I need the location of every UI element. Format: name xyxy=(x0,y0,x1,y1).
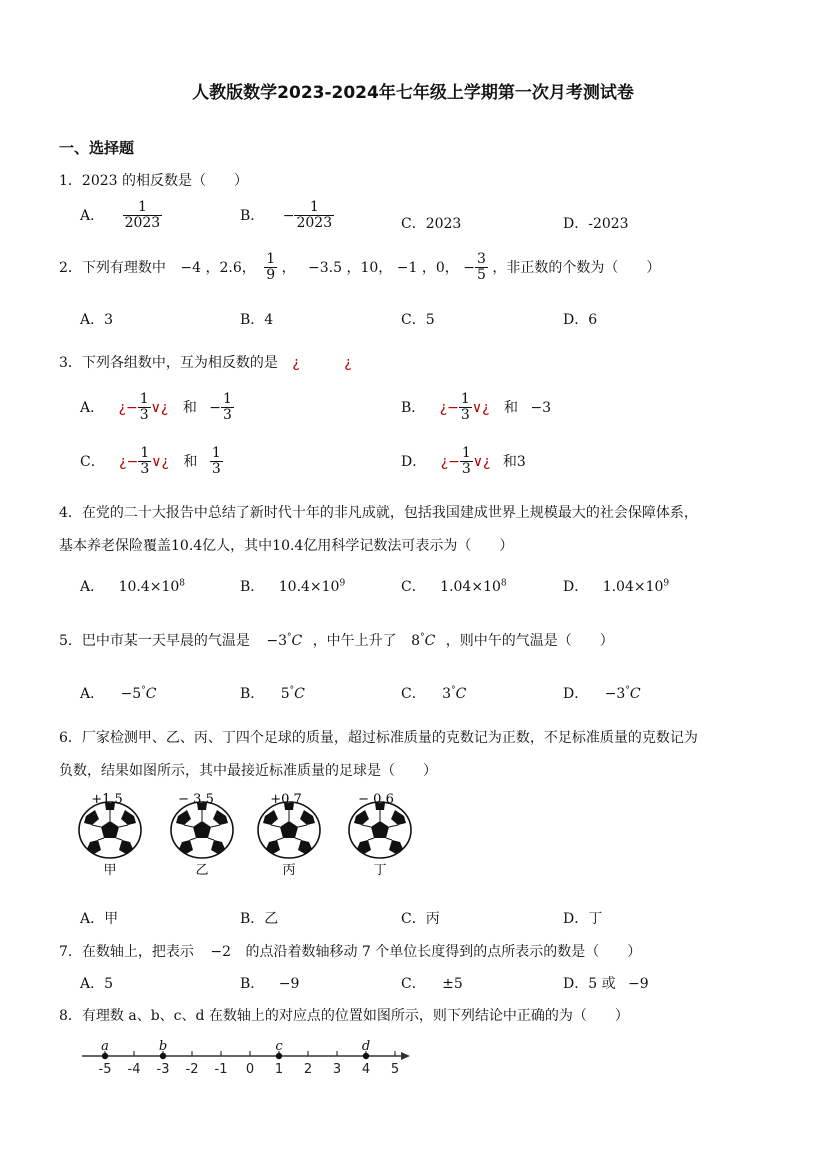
ball-yi-value: − 3.5 xyxy=(178,792,214,807)
q6-line1: 6．厂家检测甲、乙、丙、丁四个足球的质量，超过标准质量的克数记为正数，不足标准质量的克数记为 xyxy=(59,730,698,746)
q3-option-c: C． ¿− $\frac{1}{3}$ ∨¿ 和 $\frac{1}{3}$ xyxy=(80,445,221,478)
number-line-tick-label: 2 xyxy=(303,1062,313,1077)
number-line-arrow-icon xyxy=(401,1052,410,1060)
q4-option-d: D． $1.04\times 10^9$ xyxy=(563,578,670,595)
q1-option-d: D．-2023 xyxy=(563,216,629,232)
ball-jia-value: +1.5 xyxy=(91,792,123,807)
q1-option-a: A． $\frac{1}{2023}$ xyxy=(80,199,161,232)
q5-option-a: A． −5°C xyxy=(80,685,157,702)
number-line-tick-label: -1 xyxy=(214,1062,228,1077)
soccer-balls-figure xyxy=(76,790,416,878)
number-line-point-label-d: d xyxy=(361,1039,371,1054)
number-line-tick-label: -3 xyxy=(156,1062,170,1077)
number-line-tick-label: 3 xyxy=(332,1062,342,1077)
q3-option-a: A． ¿− $\frac{1}{3}$ ∨¿ 和 − $\frac{1}{3}$ xyxy=(80,391,232,424)
q2-option-a: A．3 xyxy=(80,312,114,328)
page-title: 人教版数学2023-2024年七年级上学期第一次月考测试卷 xyxy=(192,83,634,103)
q5-stem: 5．巴中市某一天早晨的气温是 −3°C ，中午上升了 8°C ，则中午的气温是（ ） xyxy=(59,632,614,649)
ball-ding-value: − 0.6 xyxy=(358,792,394,807)
number-line-tick-label: 5 xyxy=(390,1062,400,1077)
q7-stem: 7．在数轴上，把表示 −2 的点沿着数轴移动 7 个单位长度得到的点所表示的数是（ ） xyxy=(59,944,642,960)
q7-option-a: A．5 xyxy=(80,976,114,992)
q2-stem: 2．下列有理数中 −4 ，2.6， $\frac{1}{9}$ ， −3.5 ，10， −1 ，0， − $\frac{3}{5}$ ，非正数的个数为（ ） xyxy=(59,251,661,284)
number-line-point-label-a: a xyxy=(101,1039,109,1054)
q7-option-b: B． −9 xyxy=(240,976,300,992)
number-line-point-label-b: b xyxy=(158,1039,168,1054)
number-line-tick-label: 0 xyxy=(245,1062,255,1077)
number-line-tick-label: -2 xyxy=(185,1062,199,1077)
q6-option-d: D．丁 xyxy=(563,911,603,927)
q1-option-c: C．2023 xyxy=(401,216,462,232)
ball-jia-icon xyxy=(79,802,141,858)
ball-yi-icon xyxy=(171,802,233,858)
number-line-tick-label: -4 xyxy=(127,1062,141,1077)
q4-line1: 4．在党的二十大报告中总结了新时代十年的非凡成就，包括我国建成世界上规模最大的社会保障体系， xyxy=(59,505,698,521)
q5-option-b: B． 5°C xyxy=(240,685,305,702)
q6-option-c: C．丙 xyxy=(401,911,440,927)
q2-option-d: D．6 xyxy=(563,312,598,328)
q7-option-d: D．5 或 −9 xyxy=(563,976,649,992)
ball-ding-icon xyxy=(349,802,411,858)
q6-line2: 负数，结果如图所示，其中最接近标准质量的足球是（ ） xyxy=(59,763,437,779)
q7-option-c: C． ±5 xyxy=(401,976,463,992)
ball-bing-value: +0.7 xyxy=(270,792,302,807)
ball-jia-name: 甲 xyxy=(103,863,117,878)
number-line-tick-label: 1 xyxy=(274,1062,284,1077)
number-line-point-label-c: c xyxy=(275,1039,283,1054)
q3-option-d: D． ¿− $\frac{1}{3}$ ∨¿ 和3 xyxy=(401,445,526,478)
q2-option-c: C．5 xyxy=(401,312,435,328)
ball-ding-name: 丁 xyxy=(373,863,387,878)
q6-option-a: A．甲 xyxy=(80,911,119,927)
q4-line2: 基本养老保险覆盖10.4亿人，其中10.4亿用科学记数法可表示为（ ） xyxy=(59,538,514,554)
ball-yi-name: 乙 xyxy=(195,863,209,878)
ball-bing-icon xyxy=(258,802,320,858)
q5-option-d: D． −3°C xyxy=(563,685,641,702)
q4-option-b: B． $10.4\times 10^9$ xyxy=(240,578,346,595)
q1-option-b: B． − $\frac{1}{2023}$ xyxy=(240,199,333,232)
q3-stem: 3．下列各组数中，互为相反数的是 ¿ ¿ xyxy=(59,355,352,371)
section-heading: 一、选择题 xyxy=(59,139,135,157)
q5-option-c: C． 3°C xyxy=(401,685,467,702)
q6-option-b: B．乙 xyxy=(240,911,279,927)
q8-stem: 8．有理数 a、b、c、d 在数轴上的对应点的位置如图所示，则下列结论中正确的为（ ） xyxy=(59,1008,629,1024)
q3-option-b: B． ¿− $\frac{1}{3}$ ∨¿ 和 −3 xyxy=(401,391,552,424)
q2-option-b: B．4 xyxy=(240,312,274,328)
number-line-figure xyxy=(80,1035,420,1080)
q1-stem: 1．2023 的相反数是（ ） xyxy=(59,173,248,189)
q4-option-a: A． $10.4\times 10^8$ xyxy=(80,578,186,595)
number-line-tick-label: -5 xyxy=(98,1062,112,1077)
number-line-tick-label: 4 xyxy=(361,1062,371,1077)
q4-option-c: C． $1.04\times 10^8$ xyxy=(401,578,507,595)
ball-bing-name: 丙 xyxy=(282,863,296,878)
